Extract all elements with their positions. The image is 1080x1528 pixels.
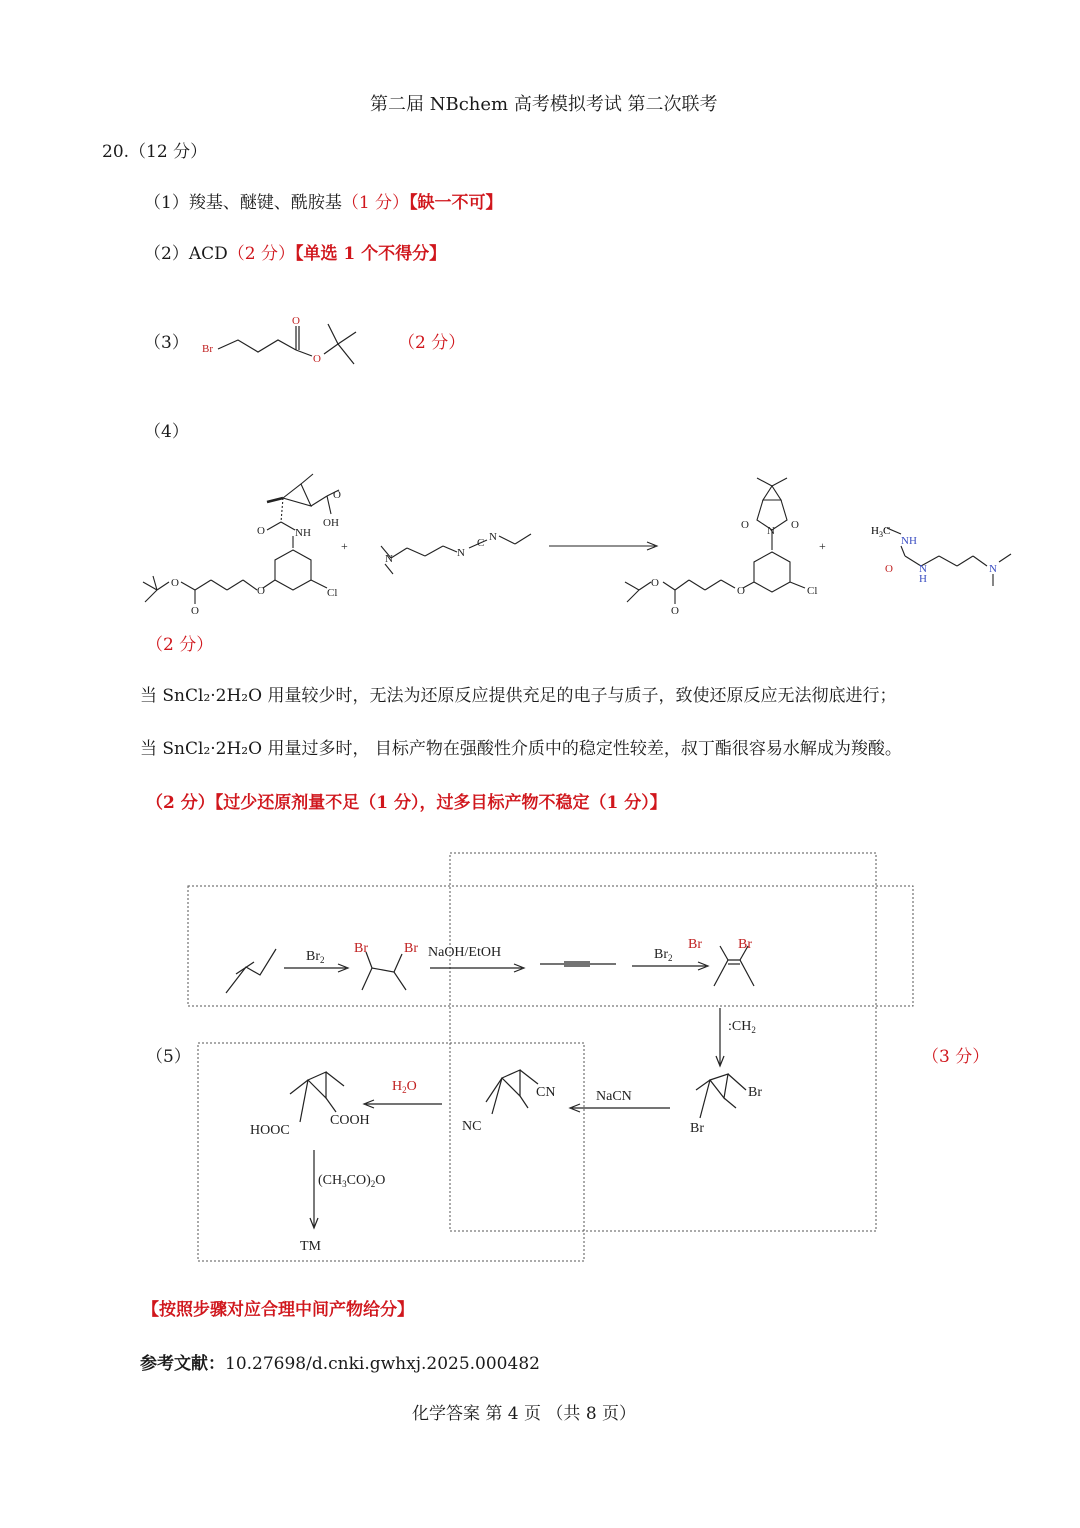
dashed-box-bottom	[198, 1043, 584, 1261]
atom-hooc: HOOC	[250, 1123, 290, 1138]
dibromocyclopropane	[710, 1074, 728, 1098]
tbu-bond	[338, 332, 356, 344]
answer-1-score: （1 分）	[341, 193, 410, 213]
answer-4-line1-prefix: 当	[140, 686, 157, 706]
answer-2-text: ACD	[188, 244, 228, 264]
atom-br-1: Br	[354, 941, 368, 956]
answer-4-line1	[140, 688, 896, 705]
benzene-ring-right	[754, 552, 790, 592]
atom-n-urea2: N	[919, 563, 927, 575]
reagent-anhydride-end: O	[375, 1173, 386, 1188]
atom-br-6: Br	[690, 1121, 704, 1136]
answer-4-grading: （2 分）【过少还原剂量不足（1 分），过多目标产物不稳定（1 分）】	[146, 793, 667, 813]
reaction-4-scheme	[135, 470, 1035, 620]
question-number: 20.（12 分）	[102, 142, 208, 162]
reference-label: 参考文献：	[140, 1354, 225, 1374]
reagent-anhydride-sub2: 2	[370, 1179, 376, 1189]
answer-3-score: （2 分）	[398, 333, 466, 353]
svg-text:(CH3CO)2O	[318, 1173, 385, 1189]
reagent-anhydride-mid: CO)	[346, 1173, 371, 1188]
reference-doi: 10.27698/d.cnki.gwhxj.2025.000482	[225, 1354, 540, 1374]
answer-4-line2	[140, 741, 902, 758]
atom-n-urea-amine: N	[989, 563, 997, 575]
svg-text:H2O	[392, 1079, 417, 1095]
atom-cooh: COOH	[330, 1113, 370, 1128]
reagent-h2o: H	[392, 1079, 403, 1094]
atom-h3c-sub: 3	[878, 530, 883, 539]
atom-br: Br	[202, 343, 213, 355]
reagent-br2-b: Br	[654, 947, 668, 962]
answer-2-num: （2）	[144, 244, 189, 264]
atom-o-ether-left: O	[257, 585, 265, 597]
benzene-ring-left	[275, 550, 311, 590]
atom-h3c-h: H	[871, 525, 879, 537]
reagent-anhydride-sub1: 3	[342, 1179, 347, 1189]
reagent-naoh-etoh: NaOH/EtOH	[428, 945, 502, 960]
atom-br-5: Br	[748, 1085, 762, 1100]
dicyanocyclopropane	[502, 1070, 520, 1096]
atom-br-3: Br	[688, 937, 702, 952]
atom-nc: NC	[462, 1119, 482, 1134]
atom-c-carbodiimide: C	[477, 537, 485, 549]
plus-sign-2: +	[819, 539, 826, 553]
page-title: 第二届 NBchem 高考模拟考试 第二次联考	[370, 94, 718, 115]
atom-o-ester-right: O	[651, 577, 659, 589]
atom-o-carbonyl-left: O	[191, 605, 199, 617]
reagent-br2-a-sub: 2	[320, 955, 325, 965]
reagent-nacn: NaCN	[596, 1089, 632, 1104]
atom-o-ester-left: O	[171, 577, 179, 589]
answer-1	[144, 195, 503, 212]
dashed-box-right	[450, 853, 876, 1231]
svg-text::CH2	[728, 1019, 756, 1035]
atom-oh: OH	[323, 517, 339, 529]
answer-5-score: （3 分）	[922, 1047, 990, 1067]
answer-4-line2-prefix: 当	[140, 739, 157, 759]
answer-5-num: （5）	[146, 1047, 191, 1067]
reagent-h2o-sub: 2	[402, 1085, 407, 1095]
atom-o-urea: O	[885, 563, 893, 575]
answer-2-note: 【单选 1 个不得分】	[294, 244, 447, 264]
atom-h-urea2: H	[919, 573, 927, 585]
dibromobutane	[362, 968, 406, 990]
grading-note-steps: 【按照步骤对应合理中间产物给分】	[142, 1300, 414, 1320]
reagent-br2-a: Br	[306, 949, 320, 964]
atom-n-imine1: N	[457, 547, 465, 559]
answer-3-num: （3）	[144, 333, 189, 353]
answer-4-line1-formula: SnCl₂·2H₂O	[162, 686, 263, 706]
reagent-h2o-o: O	[406, 1079, 417, 1094]
atom-o-carbonyl: O	[292, 315, 300, 327]
answer-3-structure	[196, 312, 376, 372]
atom-o-ether-right: O	[737, 585, 745, 597]
atom-br-2: Br	[404, 941, 418, 956]
atom-cl-left: Cl	[327, 587, 338, 599]
cyclopropane-ring	[283, 484, 311, 506]
answer-4-line2-formula: SnCl₂·2H₂O	[162, 739, 263, 759]
reference	[140, 1356, 540, 1373]
diacid-cyclopropane	[308, 1072, 326, 1098]
reagent-br2-b-sub: 2	[668, 953, 673, 963]
answer-2	[144, 246, 446, 263]
atom-o-imide2: O	[791, 519, 799, 531]
answer-1-num: （1）	[144, 193, 189, 213]
atom-cl-right: Cl	[807, 585, 818, 597]
target-molecule: TM	[300, 1239, 321, 1254]
answer-2-score: （2 分）	[227, 244, 295, 264]
atom-n-imide: N	[767, 525, 775, 537]
plus-sign-1: +	[341, 539, 348, 553]
atom-nh: NH	[295, 527, 311, 539]
atom-n-amine: N	[385, 553, 393, 565]
atom-br-4: Br	[738, 937, 752, 952]
svg-text:Br2	[654, 947, 673, 963]
atom-nh-urea1: NH	[901, 535, 917, 547]
reagent-ch2: :CH	[728, 1019, 752, 1034]
answer-1-text: 羧基、醚键、酰胺基	[188, 193, 342, 213]
answer-4-score: （2 分）	[146, 635, 214, 655]
ester-bond	[296, 350, 312, 356]
atom-o-acid: O	[333, 489, 341, 501]
synthesis-route-5	[180, 850, 920, 1270]
atom-n-imine2: N	[489, 531, 497, 543]
atom-o-imide1: O	[741, 519, 749, 531]
svg-text:H3C	[871, 525, 890, 539]
answer-4-line1-text: 用量较少时，无法为还原反应提供充足的电子与质子，致使还原反应无法彻底进行；	[267, 686, 897, 706]
atom-o-ester: O	[313, 353, 321, 365]
atom-o-carbonyl-right: O	[671, 605, 679, 617]
answer-1-note: 【缺一不可】	[409, 193, 503, 213]
svg-text:Br2	[306, 949, 325, 965]
dashed-box-top	[188, 886, 913, 1006]
answer-4-line2-text: 用量过多时， 目标产物在强酸性介质中的稳定性较差，叔丁酯很容易水解成为羧酸。	[267, 739, 902, 759]
butene	[226, 949, 276, 993]
reagent-ch2-sub: 2	[751, 1025, 756, 1035]
chain-bond	[218, 340, 296, 352]
answer-4-num: （4）	[144, 422, 189, 442]
atom-h3c-c: C	[882, 525, 891, 537]
atom-cn: CN	[536, 1085, 556, 1100]
reagent-anhydride: (CH	[318, 1173, 343, 1188]
atom-o-amide: O	[257, 525, 265, 537]
page-footer: 化学答案 第 4 页 （共 8 页）	[412, 1404, 637, 1424]
